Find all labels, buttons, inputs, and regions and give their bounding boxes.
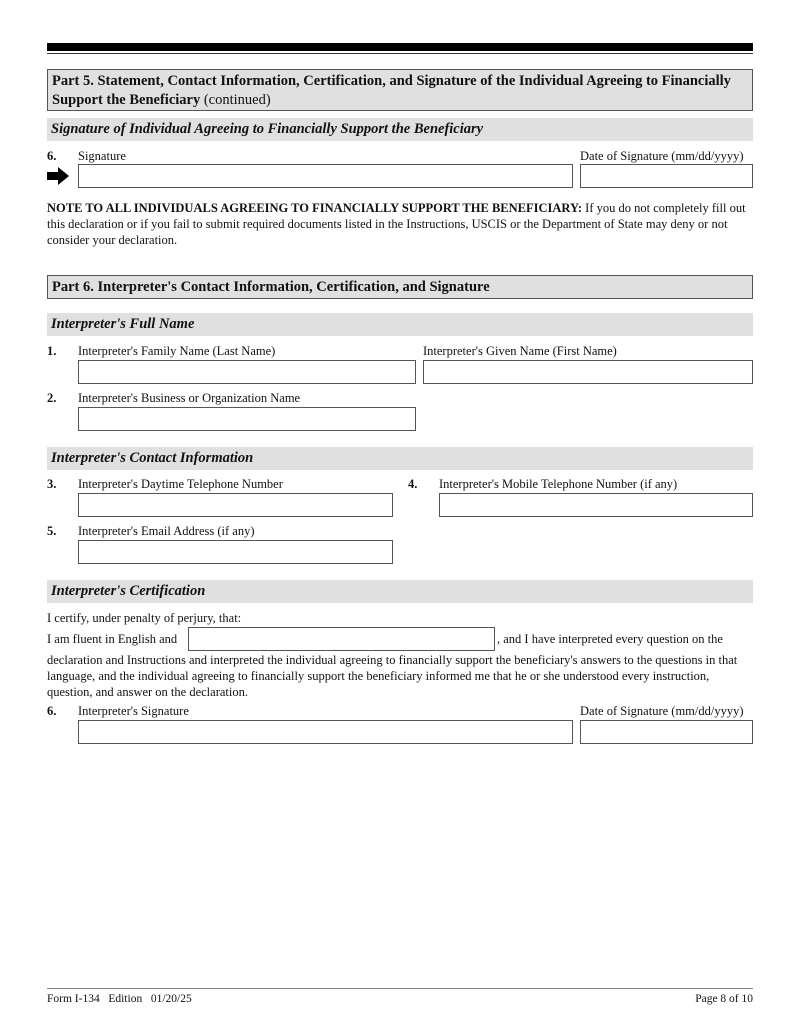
section-header-certification: Interpreter's Certification: [47, 580, 753, 603]
footer-rule: [47, 988, 753, 989]
section-header-signature: Signature of Individual Agreeing to Financially Support the Beneficiary: [47, 118, 753, 141]
item-number: 4.: [408, 477, 418, 491]
email-label: Interpreter's Email Address (if any): [78, 524, 255, 538]
item-number: 1.: [47, 344, 57, 358]
item-number: 5.: [47, 524, 57, 538]
daytime-phone-field[interactable]: [78, 493, 393, 517]
form-edition: Form I-134 Edition 01/20/25: [47, 993, 192, 1005]
part5-title: Part 5. Statement, Contact Information, Certification, and Signature of the Individual Agreeing to Financially Support the Beneficiary: [52, 73, 731, 108]
email-field[interactable]: [78, 540, 393, 564]
interpreter-date-field[interactable]: [580, 720, 753, 744]
note-text: If you do not completely fill out this declaration or if you fail to submit required documents listed in the Instructions, USCIS or the Department of State may deny or not consider your declaration.: [47, 201, 746, 247]
mobile-phone-label: Interpreter's Mobile Telephone Number (if any): [439, 477, 678, 491]
part5-title-suffix: (continued): [203, 92, 271, 108]
section-header-full-name: Interpreter's Full Name: [47, 313, 753, 336]
part5-header: [47, 69, 753, 111]
section-header-contact: Interpreter's Contact Information: [47, 447, 753, 470]
interpreter-date-label: Date of Signature (mm/dd/yyyy): [580, 704, 744, 718]
signature-field[interactable]: [78, 164, 573, 188]
note-paragraph: [47, 200, 755, 248]
item-number: 3.: [47, 477, 57, 491]
given-name-label: Interpreter's Given Name (First Name): [423, 344, 617, 358]
fluent-prefix: I am fluent in English and: [47, 632, 178, 646]
fluent-suffix: , and I have interpreted every question on the: [497, 632, 723, 646]
note-heading: NOTE TO ALL INDIVIDUALS AGREEING TO FINANCIALLY SUPPORT THE BENEFICIARY:: [47, 201, 583, 215]
language-field[interactable]: [188, 627, 495, 651]
organization-name-label: Interpreter's Business or Organization Name: [78, 391, 301, 405]
date-of-signature-field[interactable]: [580, 164, 753, 188]
family-name-field[interactable]: [78, 360, 416, 384]
mobile-phone-field[interactable]: [439, 493, 753, 517]
part6-header: Part 6. Interpreter's Contact Information, Certification, and Signature: [47, 275, 753, 299]
signature-label: Signature: [78, 149, 126, 163]
item-number: 2.: [47, 391, 57, 405]
certify-body: declaration and Instructions and interpreted the individual agreeing to financially support the beneficiary's answers to the questions in that language, and the individual agreeing to financially support the beneficiary informed me that he or she understood every instruction, question, and answer on the declaration.: [47, 653, 738, 699]
given-name-field[interactable]: [423, 360, 753, 384]
item-number: 6.: [47, 149, 57, 163]
organization-name-field[interactable]: [78, 407, 416, 431]
interpreter-signature-field[interactable]: [78, 720, 573, 744]
family-name-label: Interpreter's Family Name (Last Name): [78, 344, 276, 358]
interpreter-signature-label: Interpreter's Signature: [78, 704, 189, 718]
date-of-signature-label: Date of Signature (mm/dd/yyyy): [580, 149, 744, 163]
certify-intro: I certify, under penalty of perjury, that:: [47, 611, 242, 625]
daytime-phone-label: Interpreter's Daytime Telephone Number: [78, 477, 283, 491]
top-rule-thick: [47, 43, 753, 51]
top-rule-thin: [47, 53, 753, 54]
page-number: Page 8 of 10: [695, 993, 753, 1005]
item-number: 6.: [47, 704, 57, 718]
right-arrow-icon: [47, 167, 69, 185]
